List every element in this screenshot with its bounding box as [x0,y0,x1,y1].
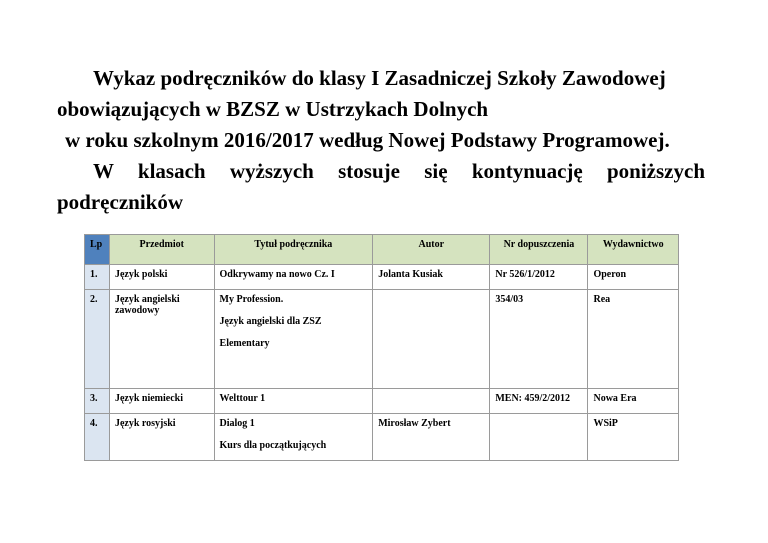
heading-line-5: podręczników [57,190,183,214]
header-autor: Autor [373,235,490,265]
cell-nr: 354/03 [490,290,588,389]
table-row [85,389,679,414]
cell-autor: Jolanta Kusiak [373,265,490,290]
tytul-line: Kurs dla początkujących [219,440,327,451]
cell-tytul [214,414,373,461]
table-body [85,265,679,461]
cell-przedmiot: Język rosyjski [109,414,214,461]
header-row [85,235,679,265]
cell-nr: Nr 526/1/2012 [490,265,588,290]
table-header [85,235,679,265]
document-heading [57,63,705,218]
cell-autor [373,389,490,414]
cell-autor [373,290,490,389]
cell-lp: 1. [85,265,110,290]
cell-przedmiot: Język niemiecki [109,389,214,414]
cell-nr [490,414,588,461]
heading-line-3: w roku szkolnym 2016/2017 według Nowej Podstawy Programowej. [65,128,670,152]
tytul-line: Elementary [219,338,270,349]
header-tytul: Tytuł podręcznika [214,235,373,265]
cell-nr: MEN: 459/2/2012 [490,389,588,414]
textbook-table [84,234,679,461]
cell-tytul [214,290,373,389]
header-wydawnictwo: Wydawnictwo [588,235,679,265]
cell-lp: 2. [85,290,110,389]
cell-autor: Mirosław Zybert [373,414,490,461]
tytul-line: My Profession. [219,294,284,305]
heading-line-1: Wykaz podręczników do klasy I Zasadniczej Szkoły Zawodowej [93,66,666,90]
cell-przedmiot: Język polski [109,265,214,290]
heading-line-2: obowiązujących w BZSZ w Ustrzykach Dolnych [57,97,489,121]
table-row [85,290,679,389]
cell-lp: 4. [85,414,110,461]
table-row [85,414,679,461]
cell-wydawnictwo: Rea [588,290,679,389]
table-row [85,265,679,290]
cell-wydawnictwo: Nowa Era [588,389,679,414]
heading-line-4: W klasach wyższych stosuje się kontynuację poniższych [93,159,705,183]
header-lp: Lp [85,235,110,265]
header-przedmiot: Przedmiot [109,235,214,265]
tytul-line: Język angielski dla ZSZ [219,316,322,327]
cell-wydawnictwo: WSiP [588,414,679,461]
header-nr-dopuszczenia: Nr dopuszczenia [490,235,588,265]
cell-wydawnictwo: Operon [588,265,679,290]
cell-tytul [214,265,373,290]
tytul-line: Welttour 1 [219,393,266,404]
cell-tytul [214,389,373,414]
tytul-line: Odkrywamy na nowo Cz. I [219,269,335,280]
tytul-line: Dialog 1 [219,418,255,429]
cell-lp: 3. [85,389,110,414]
cell-przedmiot: Język angielski zawodowy [109,290,214,389]
